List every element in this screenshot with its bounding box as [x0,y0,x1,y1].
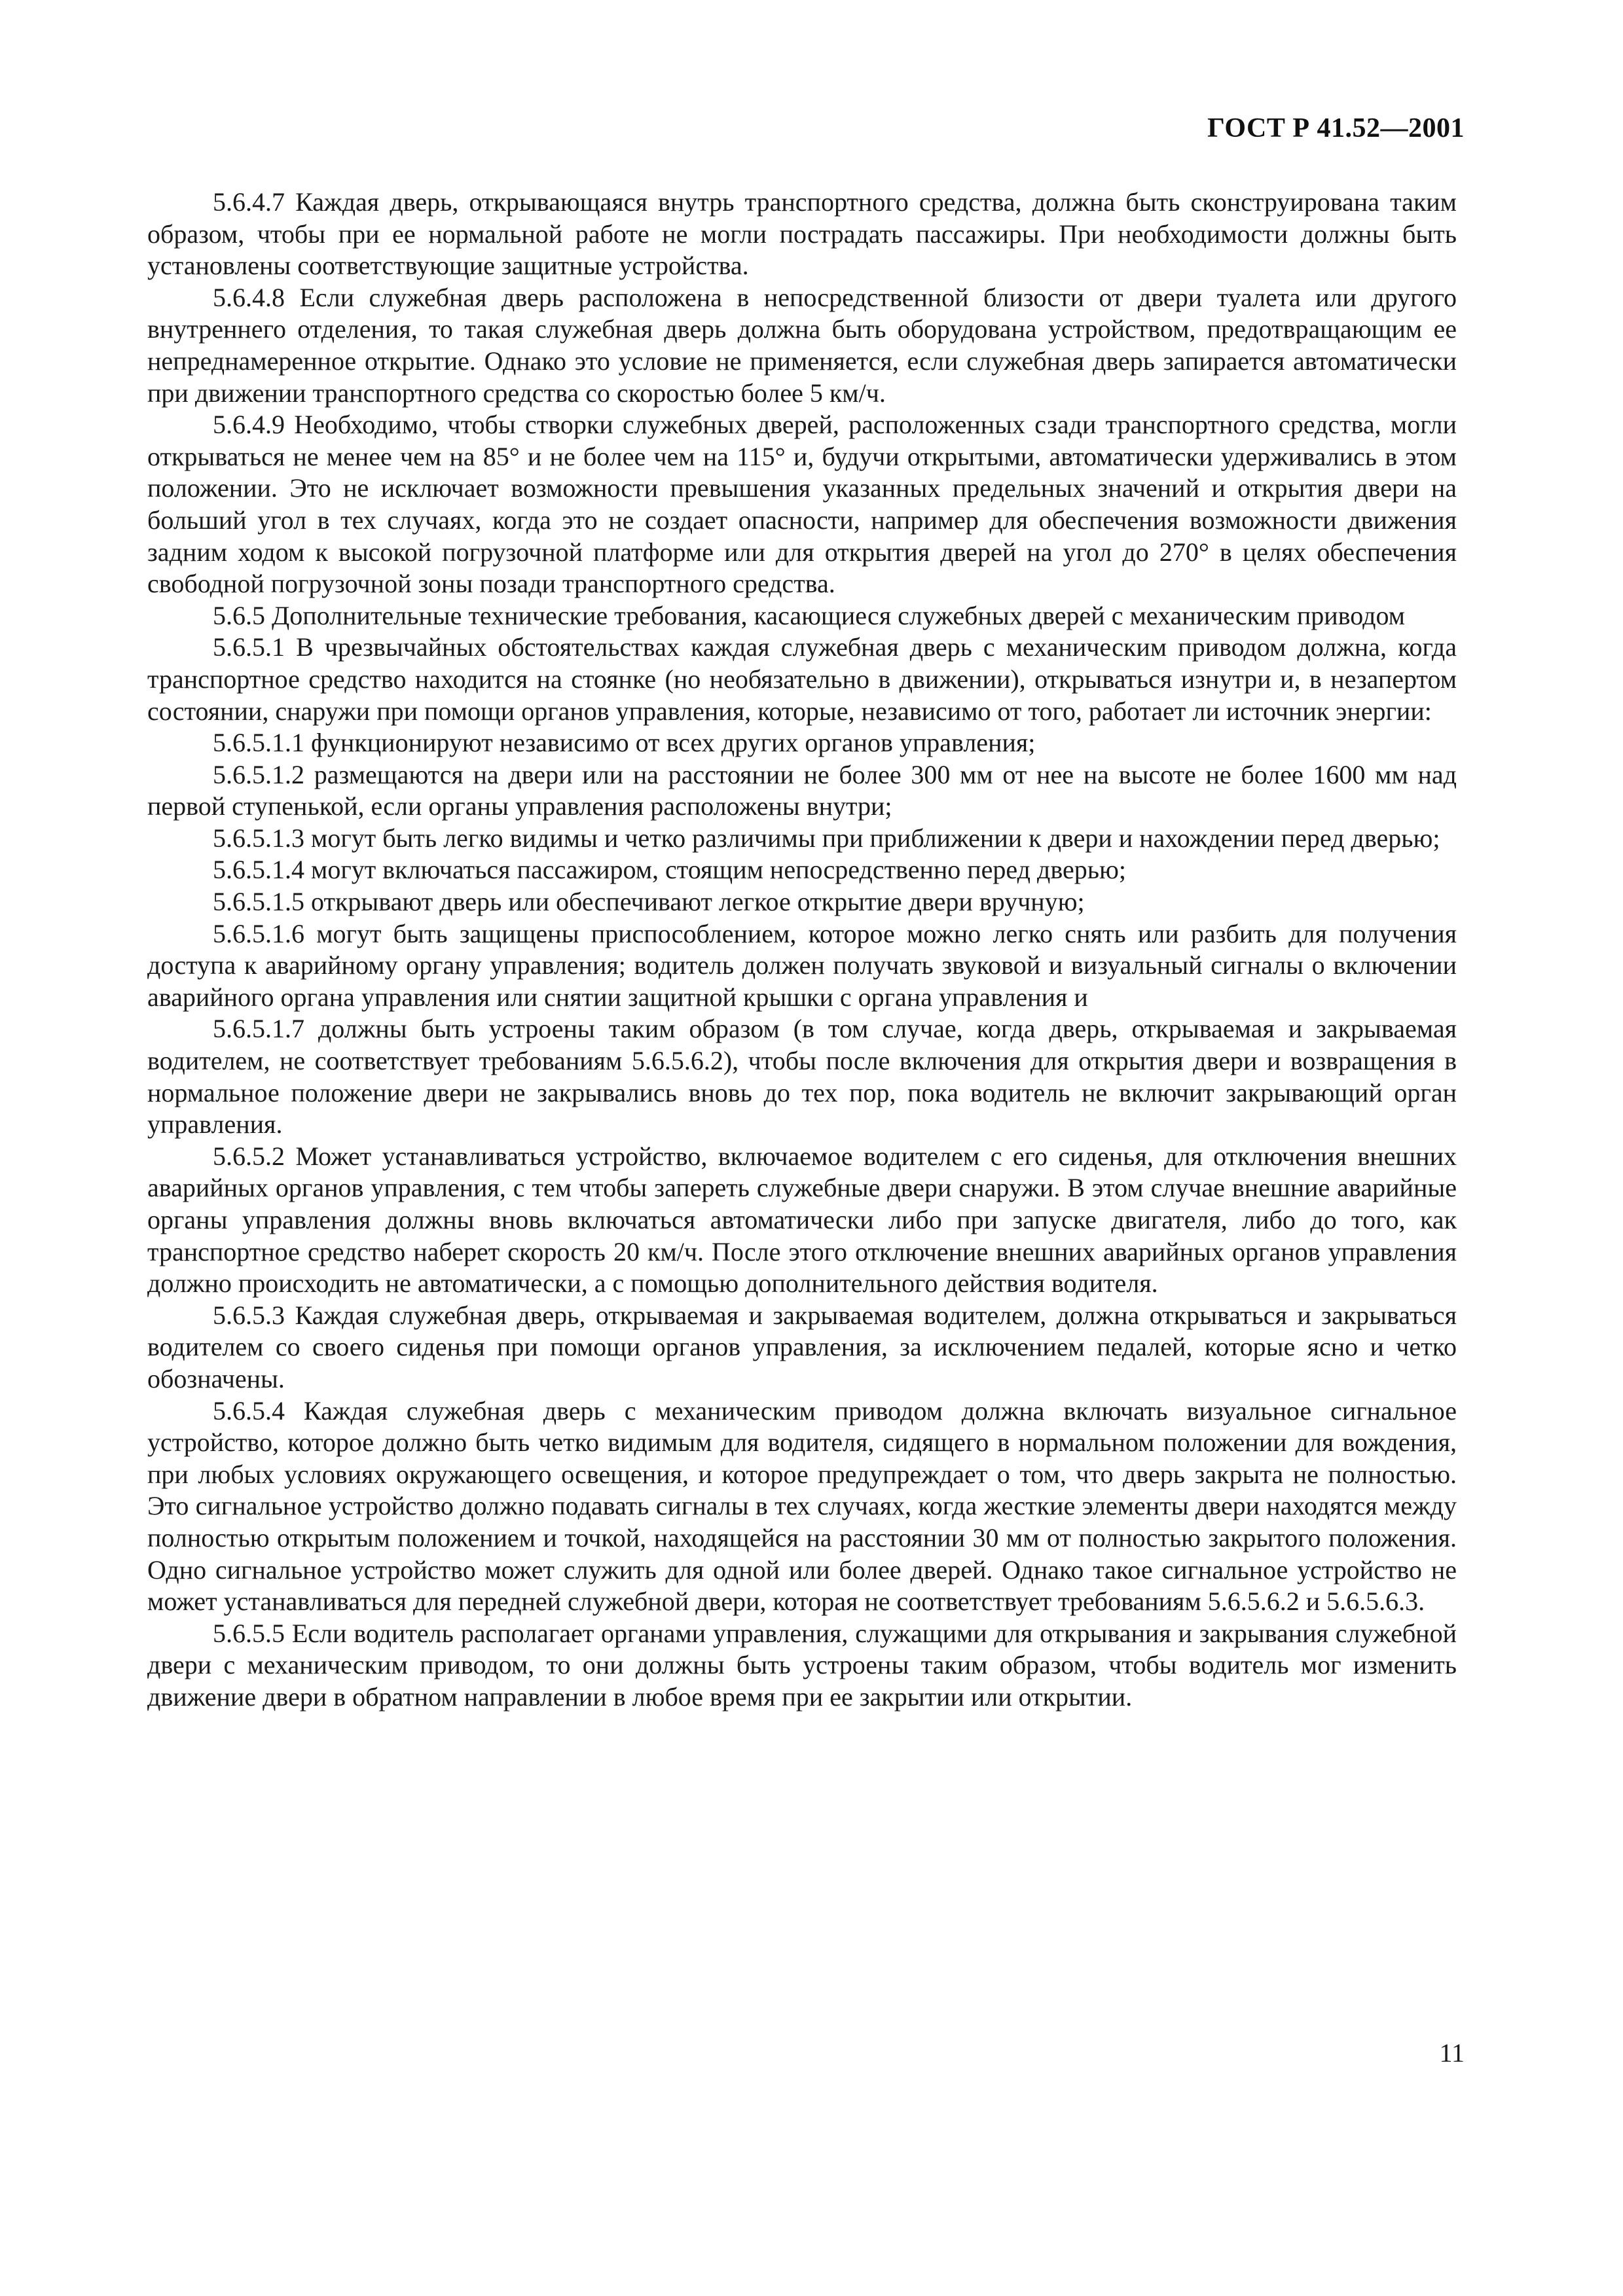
paragraph-5-6-5-1-4: 5.6.5.1.4 могут включаться пассажиром, стоящим непосредственно перед дверью; [213,855,1126,885]
paragraph-5-6-5-5: 5.6.5.5 Если водитель располагает органами управления, служащими для открывания и закрывания служебной двери с механическим приводом, то они должны быть устроены таким образом, чтобы водитель мог изменить движение двери в обратном направлении в любое время при ее закрытии или открытии. [147,1618,1457,1712]
paragraph-5-6-5-1-5: 5.6.5.1.5 открывают дверь или обеспечивают легкое открытие двери вручную; [213,887,1085,917]
paragraph-5-6-5-3: 5.6.5.3 Каждая служебная дверь, открываемая и закрываемая водителем, должна открываться и закрываться водителем со своего сиденья при помощи органов управления, за исключением педалей, которые ясно и четко обозначены. [147,1300,1457,1393]
body-text [147,187,1457,1713]
paragraph-5-6-4-8: 5.6.4.8 Если служебная дверь расположена в непосредственной близости от двери туалета или другого внутреннего отделения, то такая служебная дверь должна быть оборудована устройством, предотвращающим ее непреднамеренное открытие. Однако это условие не применяется, если служебная дверь запирается автоматически при движении транспортного средства со скоростью более 5 км/ч. [147,282,1457,408]
paragraph-5-6-5: 5.6.5 Дополнительные технические требования, касающиеся служебных дверей с механическим приводом [213,600,1405,630]
paragraph-5-6-5-4: 5.6.5.4 Каждая служебная дверь с механическим приводом должна включать визуальное сигнальное устройство, которое должно быть четко видимым для водителя, сидящего в нормальном положении для вождения, при любых условиях окружающего освещения, и которое предупреждает о том, что дверь закрыта не полностью. Это сигнальное устройство должно подавать сигналы в тех случаях, когда жесткие элементы двери находятся между полностью открытым положением и точкой, находящейся на расстоянии 30 мм от полностью закрытого положения. Одно сигнальное устройство может служить для одной или более дверей. Однако такое сигнальное устройство не может устанавливаться для передней служебной двери, которая не соответствует требованиям 5.6.5.6.2 и 5.6.5.6.3. [147,1395,1457,1617]
paragraph-5-6-4-9: 5.6.4.9 Необходимо, чтобы створки служебных дверей, расположенных сзади транспортного средства, могли открываться не менее чем на 85° и не более чем на 115° и, будучи открытыми, автоматически удерживались в этом положении. Это не исключает возможности превышения указанных предельных значений и открытия двери на больший угол в тех случаях, когда это не создает опасности, например для обеспечения возможности движения задним ходом к высокой погрузочной платформе или для открытия дверей на угол до 270° в целях обеспечения свободной погрузочной зоны позади транспортного средства. [147,410,1457,599]
paragraph-5-6-5-1: 5.6.5.1 В чрезвычайных обстоятельствах каждая служебная дверь с механическим приводом должна, когда транспортное средство находится на стоянке (но необязательно в движении), открываться изнутри и, в незапертом состоянии, снаружи при помощи органов управления, которые, независимо от того, работает ли источник энергии: [147,632,1457,726]
paragraph-5-6-5-2: 5.6.5.2 Может устанавливаться устройство, включаемое водителем с его сиденья, для отключения внешних аварийных органов управления, с тем чтобы запереть служебные двери снаружи. В этом случае внешние аварийные органы управления должны вновь включаться автоматически либо при запуске двигателя, либо до того, как транспортное средство наберет скорость 20 км/ч. После этого отключение внешних аварийных органов управления должно происходить не автоматически, а с помощью дополнительного действия водителя. [147,1141,1457,1299]
paragraph-5-6-5-1-7: 5.6.5.1.7 должны быть устроены таким образом (в том случае, когда дверь, открываемая и закрываемая водителем, не соответствует требованиям 5.6.5.6.2), чтобы после включения для открытия двери и возвращения в нормальное положение двери не закрывались вновь до тех пор, пока водитель не включит закрывающий орган управления. [147,1014,1457,1139]
paragraph-5-6-4-7: 5.6.4.7 Каждая дверь, открывающаяся внутрь транспортного средства, должна быть сконструирована таким образом, чтобы при ее нормальной работе не могли пострадать пассажиры. При необходимости должны быть установлены соответствующие защитные устройства. [147,187,1457,281]
paragraph-5-6-5-1-3: 5.6.5.1.3 могут быть легко видимы и четко различимы при приближении к двери и нахождении перед дверью; [213,823,1440,853]
document-code-header: ГОСТ Р 41.52—2001 [1207,113,1465,143]
paragraph-5-6-5-1-2: 5.6.5.1.2 размещаются на двери или на расстоянии не более 300 мм от нее на высоте не более 1600 мм над первой ступенькой, если органы управления расположены внутри; [147,759,1457,821]
page-number: 11 [1439,2038,1465,2068]
paragraph-5-6-5-1-6: 5.6.5.1.6 могут быть защищены приспособлением, которое можно легко снять или разбить для получения доступа к аварийному органу управления; водитель должен получать звуковой и визуальный сигналы о включении аварийного органа управления или снятии защитной крышки с органа управления и [147,918,1457,1012]
paragraph-5-6-5-1-1: 5.6.5.1.1 функционируют независимо от всех других органов управления; [213,728,1036,758]
